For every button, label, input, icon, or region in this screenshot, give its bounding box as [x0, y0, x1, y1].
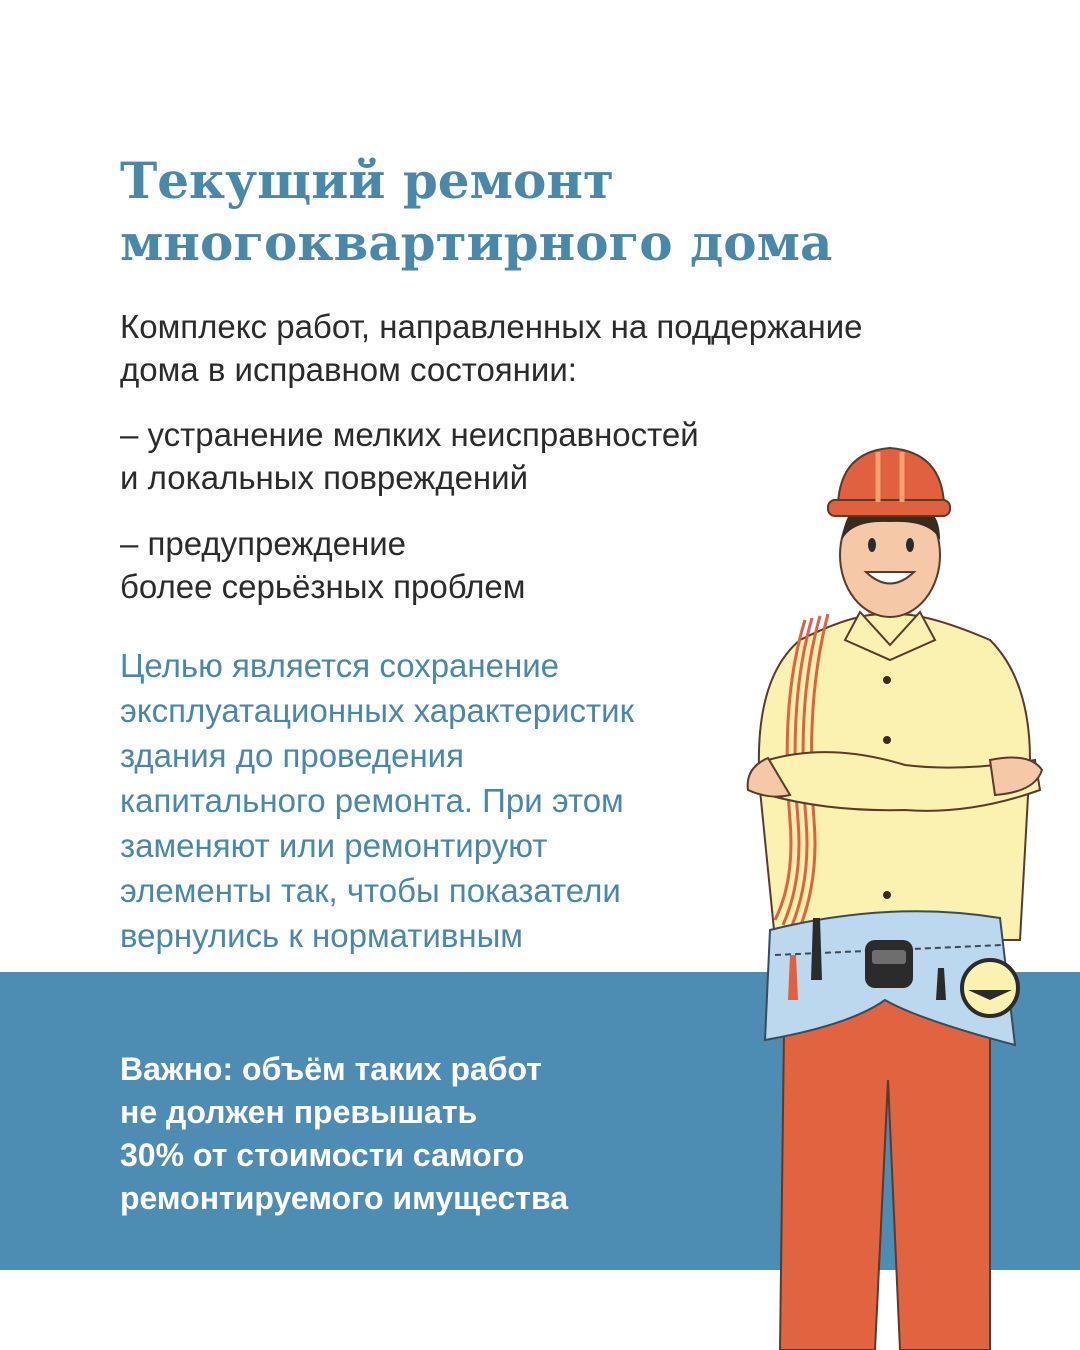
goal-line: Целью является сохранение	[120, 647, 559, 684]
goal-line: эксплуатационных характеристик	[120, 692, 635, 729]
title-line-2: многоквартирного дома	[120, 213, 833, 272]
title-line-1: Текущий ремонт	[120, 151, 614, 210]
hard-hat-icon	[838, 448, 944, 505]
worker-eye	[906, 538, 914, 552]
page-title	[120, 150, 940, 274]
goal-line: здания до проведения	[120, 737, 464, 774]
note-line: не должен превышать	[120, 1094, 478, 1130]
intro-line-2: дома в исправном состоянии:	[120, 351, 577, 388]
list-item-line: более серьёзных проблем	[120, 568, 526, 605]
important-note	[120, 1048, 568, 1220]
note-line: Важно: объём таких работ	[120, 1051, 542, 1087]
list-item-line: и локальных повреждений	[120, 459, 529, 496]
construction-worker-illustration	[740, 440, 1060, 1350]
list-item-prevention	[120, 522, 525, 608]
worker-eye	[868, 538, 876, 552]
intro-line-1: Комплекс работ, направленных на поддержание	[120, 308, 863, 345]
goal-text	[120, 643, 634, 958]
goal-line: капитального ремонта. При этом	[120, 782, 624, 819]
goal-line: элементы так, чтобы показатели	[120, 872, 621, 909]
shirt-button	[883, 736, 891, 744]
gauge-icon	[962, 960, 1018, 1016]
goal-line: заменяют или ремонтируют	[120, 827, 548, 864]
list-item-line: – устранение мелких неисправностей	[120, 416, 699, 453]
note-line: ремонтируемого имущества	[120, 1180, 569, 1216]
intro-text	[120, 305, 863, 391]
hard-hat-brim	[828, 500, 950, 516]
note-line: 30% от стоимости самого	[120, 1137, 525, 1173]
list-item-line: – предупреждение	[120, 525, 407, 562]
shirt-button	[883, 891, 891, 899]
shirt-button	[883, 676, 891, 684]
goal-line: вернулись к нормативным	[120, 917, 523, 954]
list-item-repair	[120, 413, 699, 499]
